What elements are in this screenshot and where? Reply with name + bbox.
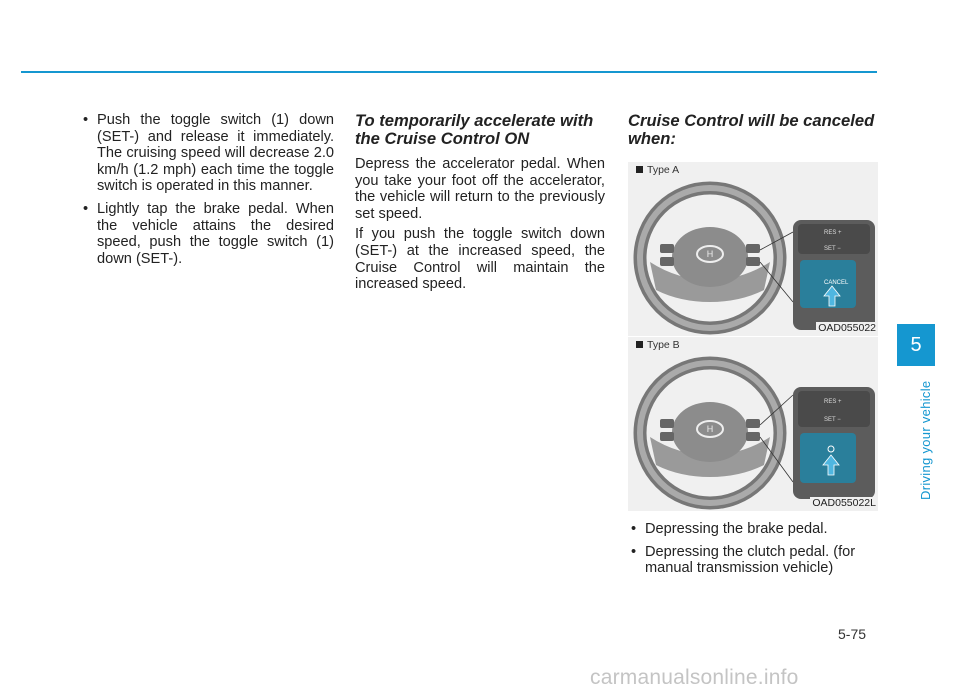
- steering-wheel-illustration: [628, 337, 878, 511]
- chapter-number-badge: 5: [897, 324, 935, 366]
- list-item: • Depressing the brake pedal.: [628, 521, 878, 538]
- list-item: • Push the toggle switch (1) down (SET-) and release it immediately. The cruising speed will decrease 2.0 km/h (1.2 mph) each time the toggle switch is operated in this manner.: [80, 112, 334, 195]
- paragraph: If you push the toggle switch down (SET-) at the increased speed, the Cruise Control will maintain the increased speed.: [355, 226, 605, 293]
- figure-type-b: [628, 337, 878, 511]
- paragraph: Depress the accelerator pedal. When you take your foot off the accelerator, the vehicle will return to the previously set speed.: [355, 156, 605, 222]
- res-label: RES +: [824, 399, 842, 405]
- steering-wheel-illustration: [628, 162, 878, 336]
- set-label: SET −: [824, 246, 841, 252]
- column-1: [80, 112, 334, 273]
- figure-type-a: [628, 162, 878, 336]
- res-label: RES +: [824, 230, 842, 236]
- type-label: Type B: [636, 339, 680, 351]
- page-number: 5-75: [838, 626, 867, 642]
- figure-code: OAD055022L: [812, 497, 876, 509]
- set-label: SET −: [824, 417, 841, 423]
- svg-text:H: H: [706, 249, 714, 259]
- svg-text:H: H: [706, 424, 714, 434]
- cancel-label: CANCEL: [824, 280, 849, 286]
- figure-code: OAD055022: [818, 322, 876, 334]
- bullet-list: [628, 521, 878, 577]
- list-item: • Depressing the clutch pedal. (for manual transmission vehicle): [628, 544, 878, 577]
- header-rule: [21, 71, 877, 73]
- type-label: Type A: [636, 164, 679, 176]
- chapter-title: Driving your vehicle: [918, 380, 933, 500]
- bullet-list: [80, 112, 334, 267]
- section-heading: To temporarily accelerate with the Cruise Control ON: [355, 111, 594, 148]
- column-3: [628, 112, 878, 583]
- column-2: [355, 112, 605, 297]
- watermark: carmanualsonline.info: [590, 666, 799, 689]
- section-heading: Cruise Control will be canceled when:: [628, 111, 875, 148]
- list-item: • Lightly tap the brake pedal. When the vehicle attains the desired speed, push the toggle switch (1) down (SET-).: [80, 201, 334, 267]
